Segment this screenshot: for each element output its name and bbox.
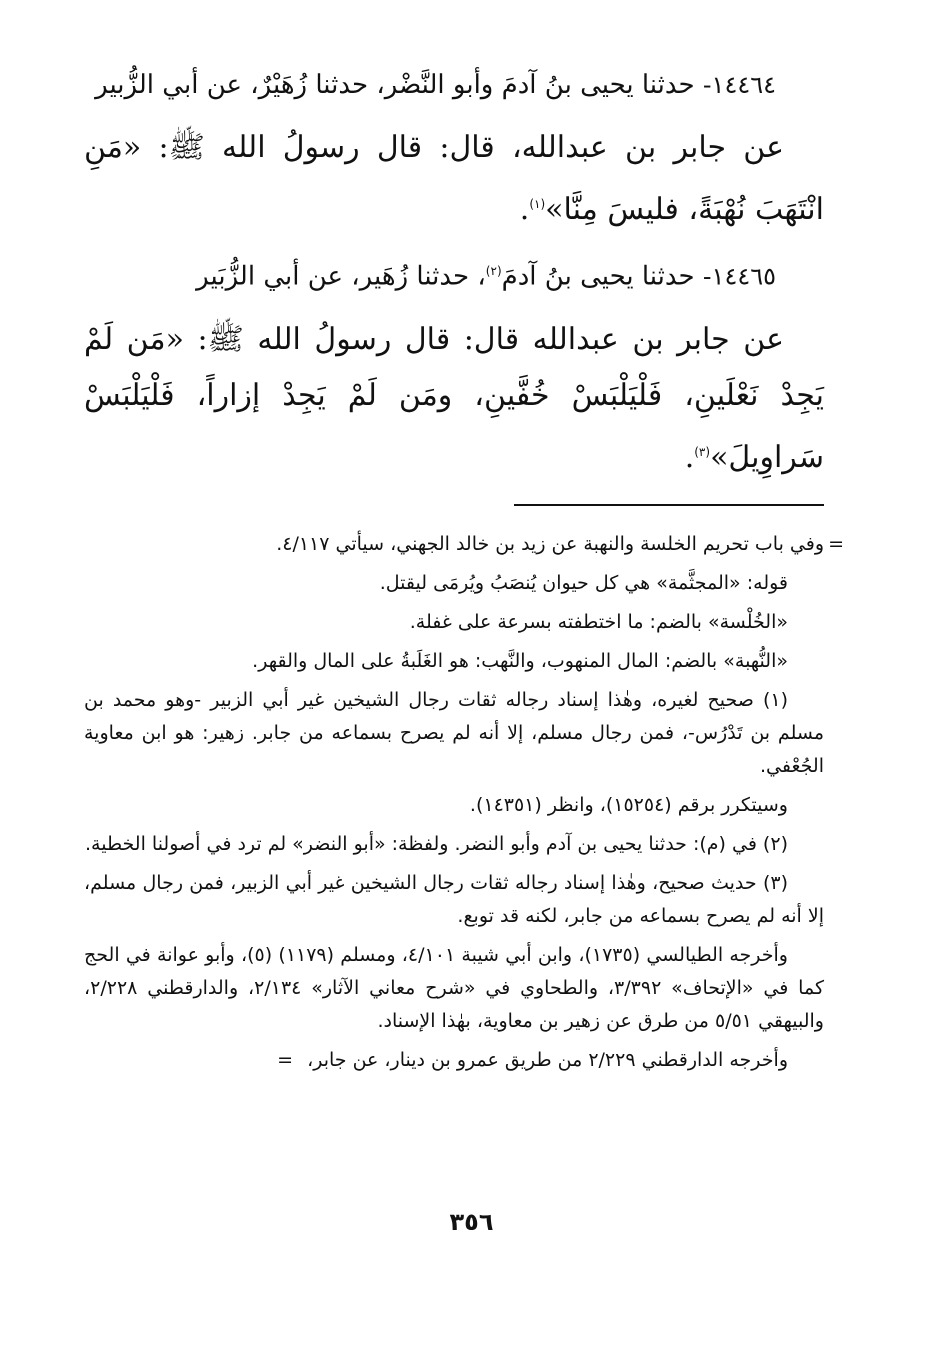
hadith-ending: . — [519, 192, 530, 227]
footnote-3-takhrij: وأخرجه الطيالسي (١٧٣٥)، وابن أبي شيبة ٤/١٠١، ومسلم (١١٧٩) (٥)، وأبو عوانة في الحج كما في «الإتحاف» ٣/٣٩٢، والطحاوي في «شرح معاني الآثار» ٢/١٣٤، والدارقطني ٢/٢٢٨، والبيهقي ٥/٥١ من طرق عن زهير بن معاوية، بهٰذا الإسناد. — [84, 943, 824, 1032]
hadith-14465-matn — [84, 312, 824, 486]
page-number: ٣٥٦ — [449, 1208, 494, 1236]
footnote-ref: (٢) — [485, 264, 502, 278]
hadith-14465-isnad-line — [84, 246, 824, 302]
footnote-ref: (١) — [529, 197, 546, 211]
footnotes — [84, 528, 844, 1077]
gloss-nuhba: «النُّهبة» بالضم: المال المنهوب، والنَّهب: هو الغَلَبةُ على المال والقهر. — [252, 649, 788, 672]
note-continuation — [84, 528, 844, 561]
footnote-3-takhrij-2 — [84, 1044, 824, 1077]
hadith-14464-matn — [84, 120, 824, 238]
takhrij-text: وأخرجه الدارقطني ٢/٢٢٩ من طريق عمرو بن دينار، عن جابر، — [307, 1048, 788, 1071]
footnote-2: (٢) في (م): حدثنا يحيى بن آدم وأبو النضر. ولفظة: «أبو النضر» لم ترد في أصولنا الخطية. — [84, 832, 788, 855]
hadith-matn: عن جابر بن عبدالله قال: قال رسولُ الله ﷺ: «مَن لَمْ يَجِدْ نَعْلَينِ، فَلْيَلْبَسْ خُفَّينِ، ومَن لَمْ يَجِدْ إزاراً، فَلْيَلْبَسْ سَراوِيلَ» — [84, 321, 824, 475]
hadith-matn: عن جابر بن عبدالله، قال: قال رسولُ الله ﷺ: «مَنِ انْتَهَبَ نُهْبَةً، فليسَ مِنَّا» — [84, 130, 824, 227]
hadith-14464-isnad-line — [84, 60, 824, 110]
hadith-isnad-continuation: ، حدثنا زُهَير، عن أبي الزُّبَير — [196, 261, 486, 292]
continuation-marker: = — [828, 532, 844, 555]
hadith-isnad: حدثنا يحيى بنُ آدمَ — [501, 261, 695, 292]
footnote-3: (٣) حديث صحيح، وهٰذا إسناد رجاله ثقات رجال الشيخين غير أبي الزبير، فمن رجال مسلم، إلا أنه لم يصرح بسماعه من جابر، لكنه قد توبع. — [84, 871, 824, 927]
hadith-14464 — [84, 60, 824, 238]
hadith-14465 — [84, 246, 824, 486]
footnote-1: (١) صحيح لغيره، وهٰذا إسناد رجاله ثقات رجال الشيخين غير أبي الزبير -وهو محمد بن مسلم بن تَدْرُس-، فمن رجال مسلم، إلا أنه لم يصرح بسماعه من جابر. زهير: هو ابن معاوية الجُعْفي. — [84, 688, 824, 777]
hadith-number: ١٤٤٦٤- — [702, 71, 776, 99]
hadith-isnad: حدثنا يحيى بنُ آدمَ وأبو النَّضْر، حدثنا زُهَيْرٌ، عن أبي الزُّبير — [95, 70, 695, 100]
hadith-ending: . — [684, 439, 695, 475]
footnote-1-crossref: وسيتكرر برقم (١٥٢٥٤)، وانظر (١٤٣٥١). — [469, 793, 788, 816]
footnote-ref: (٣) — [694, 444, 711, 459]
hadith-number: ١٤٤٦٥- — [702, 262, 776, 291]
page-body — [84, 60, 844, 1083]
gloss-khulsa: «الخُلْسة» بالضم: ما اختطفته بسرعة على غفلة. — [409, 610, 788, 633]
gloss-mujaththama: قوله: «المجثَّمة» هي كل حيوان يُنصَبُ ويُرمَى ليقتل. — [379, 571, 788, 594]
page-continues-marker: = — [277, 1048, 294, 1071]
footnote-divider — [514, 504, 824, 506]
continuation-text: وفي باب تحريم الخلسة والنهبة عن زيد بن خالد الجهني، سيأتي ٤/١١٧. — [276, 532, 824, 555]
